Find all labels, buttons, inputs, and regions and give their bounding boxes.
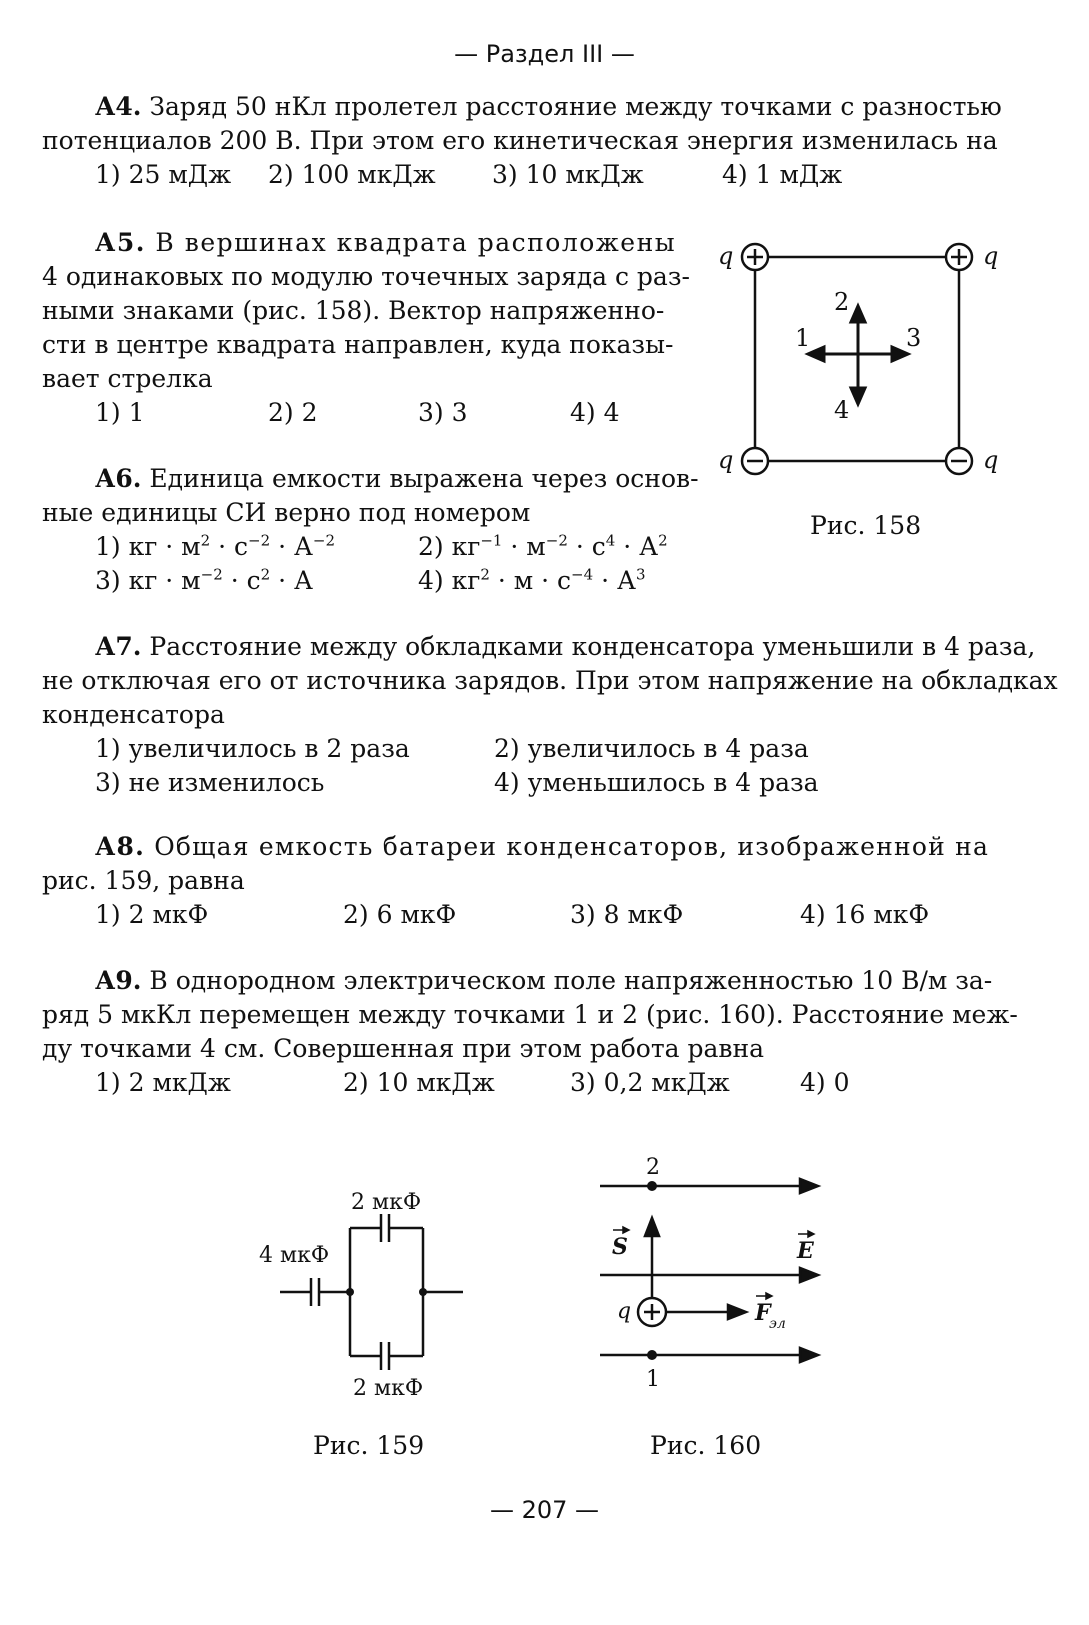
q9-number: А9. <box>95 966 142 995</box>
q7-option-1: 1) увеличилось в 2 раза <box>95 734 410 763</box>
arrow-label-2: 2 <box>834 288 850 316</box>
q6-line-2: ные единицы СИ верно под номером <box>42 498 531 527</box>
q7-option-4: 4) уменьшилось в 4 раза <box>494 768 819 797</box>
q7-option-2: 2) увеличилось в 4 раза <box>494 734 809 763</box>
charge-label-q: q <box>617 1299 632 1324</box>
cap-label-top: 2 мкФ <box>351 1190 422 1215</box>
q9-line-2: ряд 5 мкКл перемещен между точками 1 и 2 (рис. 160). Расстояние меж- <box>42 1000 1018 1029</box>
q6-option-3: 3) кг · $м^{-2} \cdot с^2 \cdot А$ <box>95 565 313 595</box>
figure-160-caption: Рис. 160 <box>650 1431 762 1460</box>
q-label-bl: q <box>718 446 734 474</box>
q7-number: А7. <box>95 632 142 661</box>
arrow-label-3: 3 <box>906 324 922 352</box>
charge-top-right <box>946 244 972 270</box>
q8-number: А8. <box>95 832 146 861</box>
q4-option-4: 4) 1 мДж <box>722 160 843 189</box>
q5-line-2: 4 одинаковых по модулю точечных заряда с раз- <box>42 262 690 291</box>
q4-line-1: А4. Заряд 50 нКл пролетел расстояние между точками с разностью <box>95 92 1002 121</box>
figure-159 <box>255 1180 485 1410</box>
q5-option-1: 1) 1 <box>95 398 145 427</box>
q9-option-4: 4) 0 <box>800 1068 850 1097</box>
q6-option-1: 1) кг · $м^2 \cdot с^{-2} \cdot А^{-2}$ <box>95 531 336 561</box>
vector-S-label: S <box>612 1234 628 1260</box>
q4-option-2: 2) 100 мкДж <box>268 160 436 189</box>
node-right <box>419 1288 427 1296</box>
q4-option-1: 1) 25 мДж <box>95 160 232 189</box>
figure-159-caption: Рис. 159 <box>313 1431 425 1460</box>
q6-option-2: 2) $кг^{-1} \cdot м^{-2} \cdot с^4 \cdot А^2$ <box>418 531 668 561</box>
q5-line-4: сти в центре квадрата направлен, куда показы- <box>42 330 674 359</box>
q7-line-2: не отключая его от источника зарядов. При этом напряжение на обкладках <box>42 666 1058 695</box>
point-1 <box>647 1350 657 1360</box>
q9-option-1: 1) 2 мкДж <box>95 1068 231 1097</box>
cap-label-4uf: 4 мкФ <box>259 1243 330 1268</box>
q4-option-3: 3) 10 мкДж <box>492 160 644 189</box>
q6-option-4: 4) $кг^2 \cdot м \cdot с^{-4} \cdot А^3$ <box>418 565 646 595</box>
q-label-tr: q <box>983 242 999 270</box>
q5-option-4: 4) 4 <box>570 398 620 427</box>
point-2 <box>647 1181 657 1191</box>
q4-line-2: потенциалов 200 В. При этом его кинетическая энергия изменилась на <box>42 126 998 155</box>
q5-line-5: вает стрелка <box>42 364 213 393</box>
arrow-label-4: 4 <box>834 396 850 424</box>
q4-number: А4. <box>95 92 142 121</box>
q9-line-3: ду точками 4 см. Совершенная при этом работа равна <box>42 1034 765 1063</box>
q8-option-1: 1) 2 мкФ <box>95 900 209 929</box>
arrow-2-head <box>851 306 865 322</box>
arrow-1-head <box>808 347 824 361</box>
q6-line-1: А6. Единица емкости выражена через основ- <box>95 464 699 493</box>
arrow-4-head <box>851 388 865 404</box>
figure-158-caption: Рис. 158 <box>810 511 922 540</box>
q8-option-4: 4) 16 мкФ <box>800 900 930 929</box>
q6-number: А6. <box>95 464 142 493</box>
charge-top-left <box>742 244 768 270</box>
vector-E-label: E <box>797 1238 814 1264</box>
point-label-1: 1 <box>646 1367 660 1392</box>
q9-option-2: 2) 10 мкДж <box>343 1068 495 1097</box>
cap-label-bottom: 2 мкФ <box>353 1376 424 1401</box>
q8-line-1: А8. Общая емкость батареи конденсаторов, изображенной на <box>95 832 990 861</box>
q-label-tl: q <box>718 242 734 270</box>
arrow-label-1: 1 <box>795 324 811 352</box>
q8-option-3: 3) 8 мкФ <box>570 900 684 929</box>
figure-158 <box>700 226 1040 486</box>
vector-F-label: F <box>755 1300 771 1326</box>
vector-F-subscript: эл <box>769 1316 786 1332</box>
page-number: — 207 — <box>489 1496 600 1524</box>
q9-option-3: 3) 0,2 мкДж <box>570 1068 730 1097</box>
q7-option-3: 3) не изменилось <box>95 768 325 797</box>
q5-line-3: ными знаками (рис. 158). Вектор напряженно- <box>42 296 665 325</box>
charge-bottom-right <box>946 448 972 474</box>
figure-160 <box>590 1150 840 1400</box>
section-header: — Раздел III — <box>454 40 635 68</box>
q5-option-2: 2) 2 <box>268 398 318 427</box>
q7-line-1: А7. Расстояние между обкладками конденсатора уменьшили в 4 раза, <box>95 632 1036 661</box>
charge-bottom-left <box>742 448 768 474</box>
q9-line-1: А9. В однородном электрическом поле напряженностью 10 В/м за- <box>95 966 993 995</box>
point-label-2: 2 <box>646 1155 660 1180</box>
q5-number: А5. <box>95 228 146 257</box>
q7-line-3: конденсатора <box>42 700 225 729</box>
q8-option-2: 2) 6 мкФ <box>343 900 457 929</box>
q-label-br: q <box>983 446 999 474</box>
q5-option-3: 3) 3 <box>418 398 468 427</box>
q5-line-1: А5. В вершинах квадрата расположены <box>95 228 677 257</box>
node-left <box>346 1288 354 1296</box>
charge-q <box>638 1298 666 1326</box>
q8-line-2: рис. 159, равна <box>42 866 245 895</box>
